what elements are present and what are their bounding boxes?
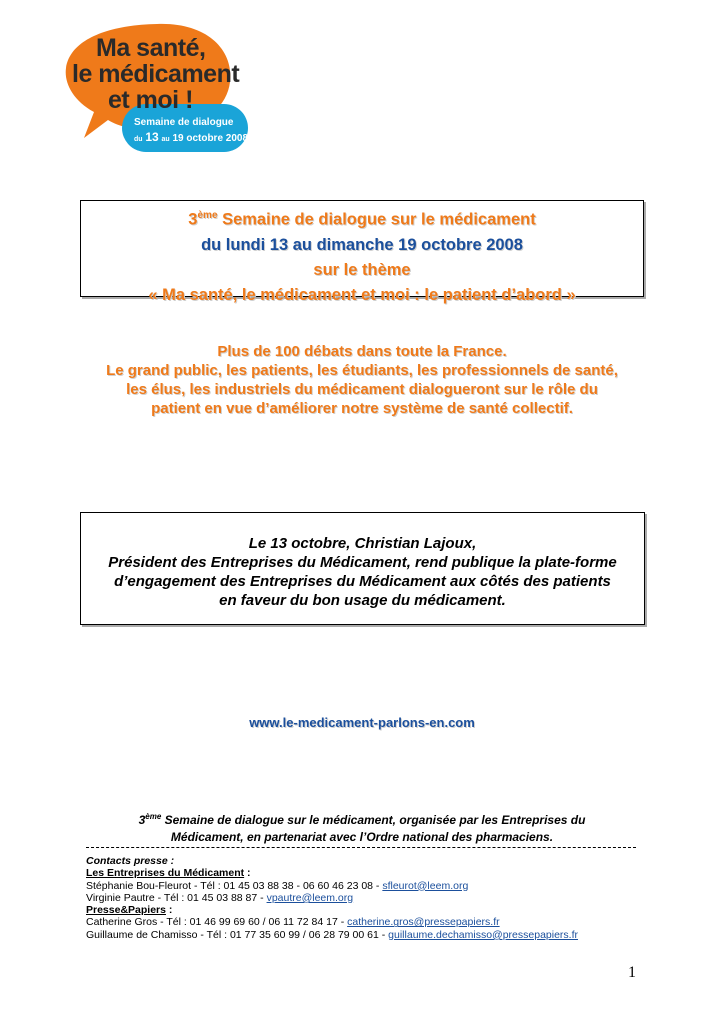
- title-line-3: sur le thème: [313, 260, 411, 279]
- org-2-name: Presse&Papiers: [86, 904, 166, 917]
- contacts-org-1: [86, 867, 578, 879]
- announcement-line-1: Le 13 octobre, Christian Lajoux,: [248, 535, 477, 552]
- page-number: 1: [628, 964, 636, 981]
- title-line-1: [81, 203, 643, 233]
- org-1-name: Les Entreprises du Médicament: [86, 867, 245, 880]
- contact-row: [86, 916, 578, 928]
- footer-line-1-text: Semaine de dialogue sur le médicament, organisée par les Entreprises du: [161, 813, 586, 827]
- contacts-heading: Contacts presse :: [86, 855, 175, 867]
- org-2-colon: :: [165, 904, 173, 917]
- contact-3-email-link[interactable]: catherine.gros@pressepapiers.fr: [347, 916, 500, 929]
- contact-1-email-link[interactable]: sfleurot@leem.org: [382, 879, 469, 892]
- logo-badge-dates: 19 octobre 2008: [172, 133, 249, 144]
- logo-badge-au: au: [161, 136, 170, 143]
- contact-row: [86, 880, 578, 892]
- title-ordinal-suffix: ème: [197, 210, 218, 221]
- contact-4-email-link[interactable]: guillaume.dechamisso@pressepapiers.fr: [388, 928, 579, 941]
- contact-3-text: Catherine Gros - Tél : 01 46 99 69 60 / 06 11 72 84 17 -: [86, 916, 348, 929]
- logo-line-3: et moi !: [108, 86, 193, 114]
- logo-badge-line-2: [134, 130, 248, 144]
- contact-2-email-link[interactable]: vpautre@leem.org: [266, 891, 354, 904]
- intro-line-3: les élus, les industriels du médicament dialogueront sur le rôle du: [126, 381, 598, 398]
- contact-row: [86, 892, 578, 904]
- contact-1-text: Stéphanie Bou-Fleurot - Tél : 01 45 03 88 38 - 06 60 46 23 08 -: [86, 879, 383, 892]
- footer-note: [80, 808, 644, 846]
- logo-badge-13: 13: [145, 130, 159, 144]
- title-line-2: du lundi 13 au dimanche 19 octobre 2008: [201, 235, 523, 254]
- intro-paragraph: [60, 342, 664, 418]
- org-1-colon: :: [244, 867, 251, 880]
- title-box: [80, 200, 644, 304]
- footer-note-line-2: Médicament, en partenariat avec l’Ordre national des pharmaciens.: [170, 830, 554, 844]
- title-ordinal: 3: [188, 210, 198, 229]
- press-contacts: [86, 855, 578, 941]
- contact-4-text: Guillaume de Chamisso - Tél : 01 77 35 60 99 / 06 28 79 00 61 -: [86, 928, 389, 941]
- logo-line-1: Ma santé,: [96, 34, 206, 62]
- contact-row: [86, 929, 578, 941]
- logo-badge-du: du: [134, 136, 143, 143]
- title-line-4: « Ma santé, le médicament et moi : le patient d’abord »: [148, 285, 576, 304]
- logo: [62, 20, 252, 180]
- contact-2-text: Virginie Pautre - Tél : 01 45 03 88 87 -: [86, 891, 267, 904]
- footer-note-line-1: [80, 808, 644, 829]
- announcement-line-3: d’engagement des Entreprises du Médicament aux côtés des patients: [114, 573, 611, 590]
- intro-line-1: Plus de 100 débats dans toute la France.: [217, 343, 507, 360]
- intro-line-4: patient en vue d’améliorer notre système de santé collectif.: [151, 400, 573, 417]
- intro-line-2: Le grand public, les patients, les étudiants, les professionnels de santé,: [106, 362, 618, 379]
- announcement-line-4: en faveur du bon usage du médicament.: [219, 592, 506, 609]
- contacts-org-2: [86, 904, 578, 916]
- website-link[interactable]: www.le-medicament-parlons-en.com: [249, 715, 475, 730]
- footer-ordinal: 3: [138, 813, 146, 827]
- footer-ordinal-suffix: ème: [145, 812, 162, 821]
- logo-line-2: le médicament: [72, 60, 240, 88]
- title-line-1-text: Semaine de dialogue sur le médicament: [217, 210, 536, 229]
- announcement-box: [80, 512, 645, 625]
- dashed-divider: [86, 847, 636, 848]
- logo-badge-line-1: Semaine de dialogue: [134, 117, 234, 128]
- announcement-line-2: Président des Entreprises du Médicament, rend publique la plate-forme: [108, 554, 617, 571]
